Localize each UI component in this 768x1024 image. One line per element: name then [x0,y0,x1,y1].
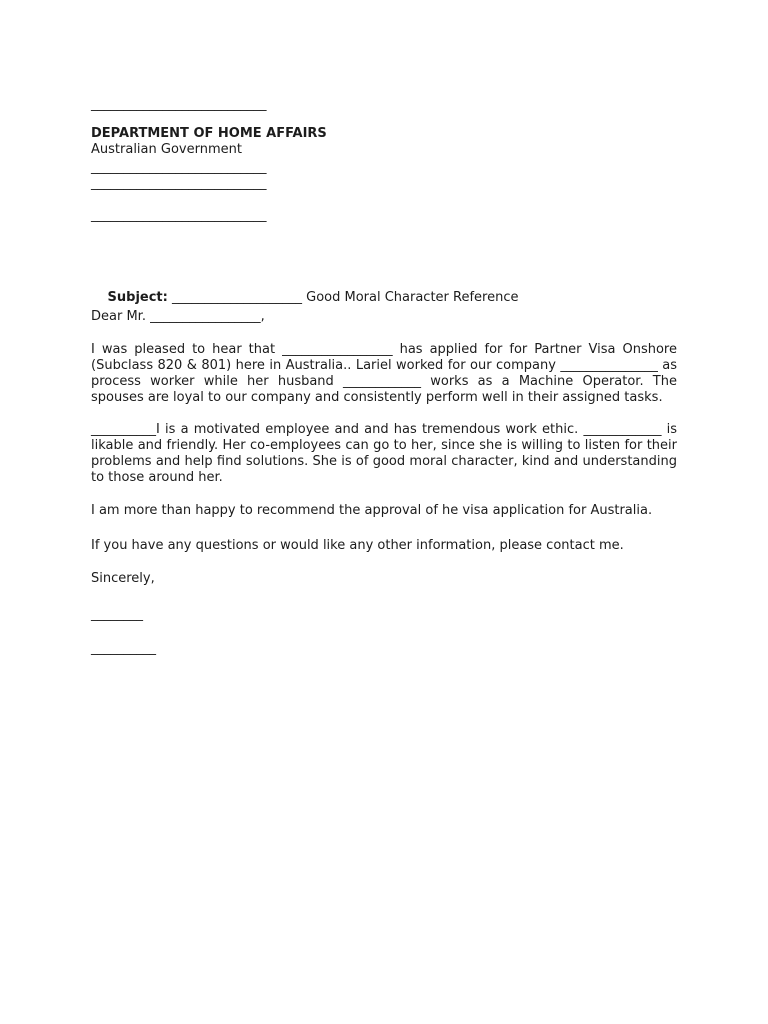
address-blank-line: ___________________________ [91,176,267,191]
salutation: Dear Mr. _________________, [91,309,265,324]
sender-blank-line: ___________________________ [91,97,267,112]
name-blank-line: __________ [91,641,156,656]
signature-blank-line: ________ [91,607,143,622]
body-paragraph: __________I is a motivated employee and and has tremendous work ethic. ____________ is likable and friendly. Her co-employees can go to her, since she is willing to listen for their problems and help find solutions. She is of good moral character, kind and understanding to those around her. [91,422,682,485]
recipient-subtitle: Australian Government [91,142,242,157]
subject-label: Subject: [107,290,168,305]
body-paragraph: If you have any questions or would like any other information, please contact me. [91,538,624,553]
address-blank-line: ___________________________ [91,208,267,223]
closing: Sincerely, [91,571,155,586]
recipient-organization: DEPARTMENT OF HOME AFFAIRS [91,126,327,141]
subject-text: ____________________ Good Moral Character Reference [167,290,519,305]
body-paragraph: I am more than happy to recommend the approval of he visa application for Australia. [91,503,653,518]
address-blank-line: ___________________________ [91,160,267,175]
body-paragraph: I was pleased to hear that _________________ has applied for for Partner Visa Onshore (Subclass 820 & 801) here in Australia.. Lariel worked for our company _______________ as process worker while her husband ____________ works as a Machine Operator. The spouses are loyal to our company and consistently perform well in their assigned tasks. [91,342,682,405]
